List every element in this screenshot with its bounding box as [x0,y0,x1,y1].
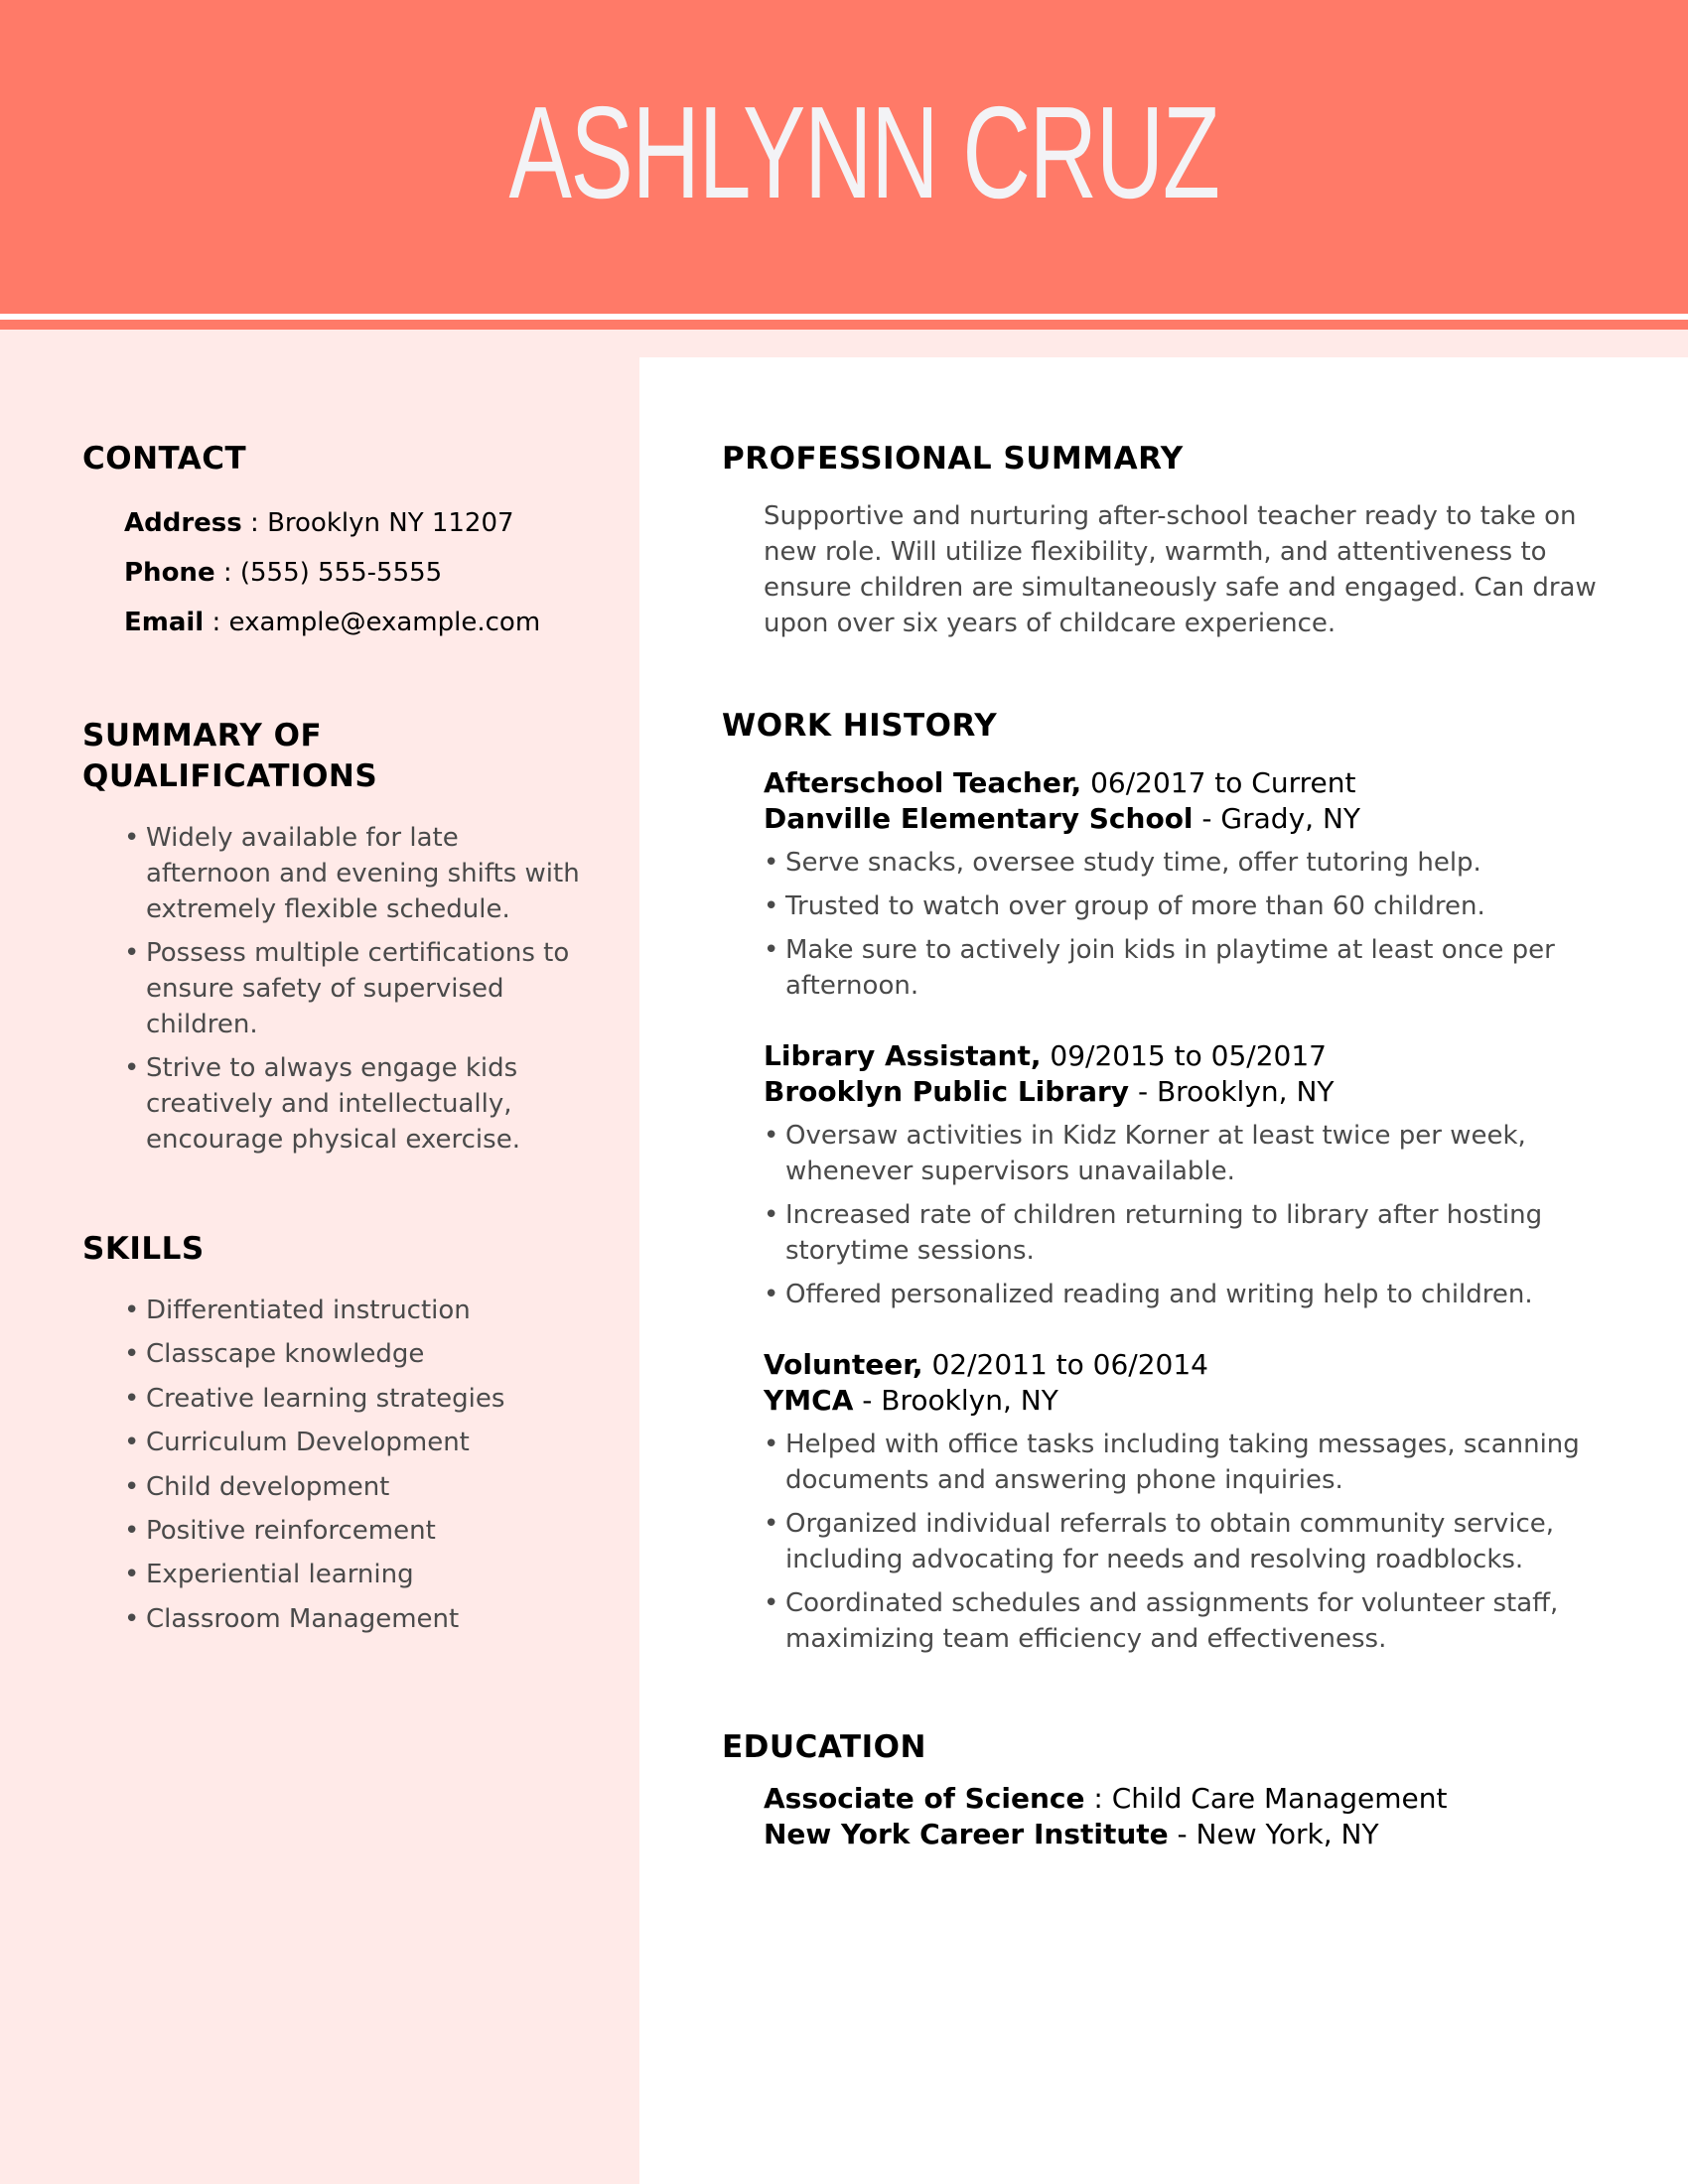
list-item: • Experiential learning [124,1557,581,1592]
job-employer: Danville Elementary School [764,802,1194,835]
job-employer-line [764,1383,1637,1419]
job-title-line [764,765,1637,801]
candidate-name: ASHLYNN CRUZ [508,79,1219,225]
header-band [0,330,1688,357]
education-heading: EDUCATION [722,1729,926,1765]
list-item: • Oversaw activities in Kidz Korner at least twice per week, whenever supervisors unavailable. [764,1118,1608,1189]
list-item: • Classroom Management [124,1601,581,1637]
work-history-heading: WORK HISTORY [722,708,998,744]
education-entry [764,1781,1637,1852]
contact-heading: CONTACT [82,441,247,477]
phone-value: (555) 555-5555 [239,558,443,588]
list-item: • Coordinated schedules and assignments for volunteer staff, maximizing team efficiency and effectiveness. [764,1585,1608,1657]
list-item: • Strive to always engage kids creatively and intellectually, encourage physical exercise. [124,1050,581,1158]
job-bullets [764,845,1608,1004]
professional-summary-text: Supportive and nurturing after-school teacher ready to take on new role. Will utilize flexibility, warmth, and attentiveness to ensure children are simultaneously safe and engaged. Can draw upon over six years of childcare experience. [764,501,1597,638]
list-item: • Widely available for late afternoon and evening shifts with extremely flexible schedule. [124,820,581,927]
job-title-line [764,1038,1637,1074]
list-item: • Differentiated instruction [124,1293,581,1328]
education-school-line [764,1817,1637,1852]
list-item: • Increased rate of children returning to library after hosting storytime sessions. [764,1197,1608,1269]
education-degree: Associate of Science [764,1782,1085,1815]
job-employer: YMCA [764,1384,854,1417]
skills-list [124,1293,581,1645]
professional-summary-heading: PROFESSIONAL SUMMARY [722,441,1184,477]
job-employer-line [764,1074,1637,1110]
header-rule [0,320,1688,330]
list-item: • Creative learning strategies [124,1381,581,1417]
job-location: - Brooklyn, NY [1129,1075,1335,1108]
job-role: Afterschool Teacher, [764,766,1082,799]
job-title-line [764,1347,1637,1383]
contact-address: Address : Brooklyn NY 11207 [124,508,514,538]
list-item: • Curriculum Development [124,1425,581,1460]
list-item: • Possess multiple certifications to ensure safety of supervised children. [124,935,581,1042]
job-location: - Brooklyn, NY [853,1384,1058,1417]
contact-list [124,498,540,647]
education-location: - New York, NY [1168,1818,1379,1850]
contact-phone: Phone : (555) 555-5555 [124,558,443,588]
job-employer-line [764,801,1637,837]
education-school: New York Career Institute [764,1818,1169,1850]
list-item: • Serve snacks, oversee study time, offer tutoring help. [764,845,1608,881]
list-item: • Trusted to watch over group of more than 60 children. [764,888,1608,924]
job-employer: Brooklyn Public Library [764,1075,1130,1108]
education-degree-line: Associate of Science : Child Care Management [764,1782,1448,1815]
email-value: example@example.com [228,608,541,637]
list-item: • Helped with office tasks including taking messages, scanning documents and answering phone inquiries. [764,1427,1608,1498]
list-item: • Offered personalized reading and writing help to children. [764,1277,1608,1312]
contact-email: Email : example@example.com [124,608,541,637]
job-entry [764,1038,1637,1320]
header-banner [0,0,1688,314]
job-dates: 02/2011 to 06/2014 [922,1348,1208,1381]
list-item: • Organized individual referrals to obtain community service, including advocating for needs and resolving roadblocks. [764,1506,1608,1577]
job-dates: 06/2017 to Current [1081,766,1356,799]
job-entry [764,1347,1637,1665]
job-entry [764,765,1637,1012]
job-dates: 09/2015 to 05/2017 [1041,1039,1327,1072]
skills-heading: SKILLS [82,1231,205,1267]
list-item: • Make sure to actively join kids in playtime at least once per afternoon. [764,932,1608,1004]
job-role: Library Assistant, [764,1039,1042,1072]
address-value: Brooklyn NY 11207 [267,508,514,538]
job-bullets [764,1118,1608,1312]
list-item: • Child development [124,1469,581,1505]
list-item: • Classcape knowledge [124,1336,581,1372]
education-field: Child Care Management [1111,1782,1448,1815]
job-role: Volunteer, [764,1348,923,1381]
job-location: - Grady, NY [1193,802,1360,835]
qualifications-heading: SUMMARY OF QUALIFICATIONS [82,718,378,794]
qualifications-list [124,820,581,1165]
list-item: • Positive reinforcement [124,1513,581,1549]
job-bullets [764,1427,1608,1657]
